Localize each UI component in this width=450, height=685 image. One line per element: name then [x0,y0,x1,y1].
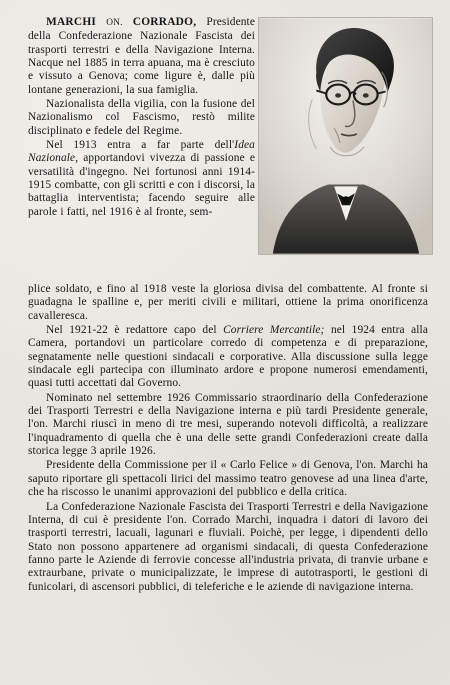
person-name-rest: CORRADO, [132,16,197,28]
body-paragraph-4-before: Nel 1921-22 è redattore capo del [46,324,224,337]
intro-paragraph-3 [28,139,255,219]
body-paragraph-6: Presidente della Commissione per il « Carlo Felice » di Genova, l'on. Marchi ha saputo riportare gli spettacoli lirici del massimo teatro genovese ad una linea d'arte, che ha riscosso le unanimi approvazioni del pubblico e della critica. [28,459,428,499]
person-honorific: ON. [106,18,123,28]
portrait-bow-tie-knot [343,196,350,202]
corriere-mercantile-title: Corriere Mercantile; [223,324,325,337]
intro-paragraph-2: Nazionalista della vigilia, con la fusione del Nazionalismo col Fascismo, restò milite disciplinato e fedele del Regime. [28,98,255,137]
portrait-left-eye [335,93,341,97]
portrait-photo [258,17,433,255]
idea-nazionale-title: Idea Nazionale [28,139,255,165]
person-name-label: MARCHI [46,16,97,28]
body-paragraph-5: Nominato nel settembre 1926 Commissario straordinario della Confederazione dei Trasporti Terrestri e della Navigazione interna e più tardi Presidente generale, l'on. Marchi riuscì in meno di tre mesi, superando notevoli difficoltà, a realizzare l'inquadramento di quella che è una delle sette grandi Confederazioni create dalla storica legge 3 aprile 1926. [28,391,428,458]
portrait-illustration [259,18,432,254]
intro-column [28,16,255,220]
intro-paragraph-3-after: , apportandovi vivezza di passione e versatilità d'ingegno. Nei fortunosi anni 1914-1915 combatte, con gli scritti e con i discorsi, la battaglia interventista; facendo seguire alle parole i fatti, nel 1916 è al fronte, sem- [28,152,255,218]
intro-paragraph-1-text: Presidente della Confederazione Nazionale Fascista dei trasporti terrestri e della Navigazione Interna. Nacque nel 1885 in terra apuana, ma è cresciuto e vissuto a Genova; come ligure è, dalle più lontane generazioni, la sua famiglia. [28,16,255,96]
main-text-column [28,283,428,595]
intro-paragraph-3-before: Nel 1913 entra a far parte dell' [46,139,235,152]
body-paragraph-4 [28,324,428,391]
portrait-right-eye [363,93,369,97]
body-paragraph-4-after: nel 1924 entra alla Camera, portandovi un particolare corredo di competenza e di preparazione, segnatamente nelle questioni sindacali e corporative. Alla discussione sulla legge sindacale egli partecipa con illuminato ardore e propone numerosi emendamenti, quasi tutti accettati dal Governo. [28,324,428,390]
intro-paragraph-1 [28,16,255,97]
body-paragraph-3-continuation: plice soldato, e fino al 1918 veste la gloriosa divisa del combattente. Al fronte si guadagna le spalline e, per meriti civili e militari, ottiene la prima onorificenza cavalleresca. [28,283,428,322]
body-paragraph-7: La Confederazione Nazionale Fascista dei Trasporti Terrestri e della Navigazione Interna, di cui è presidente l'on. Corrado Marchi, inquadra i datori di lavoro dei trasporti terrestri, lacuali, lagunari e fluviali. Poichè, per legge, i dipendenti dello Stato non possono appartenere ad organismi sindacali, di questa Confederazione fanno parte le Aziende di ferrovie concesse all'industria privata, di tranvie urbane e extraurbane, private o municipalizzate, le imprese di autotrasporti, le gestioni di funicolari, di ascensori pubblici, di teleferiche e le aziende di navigazione interna. [28,500,428,593]
